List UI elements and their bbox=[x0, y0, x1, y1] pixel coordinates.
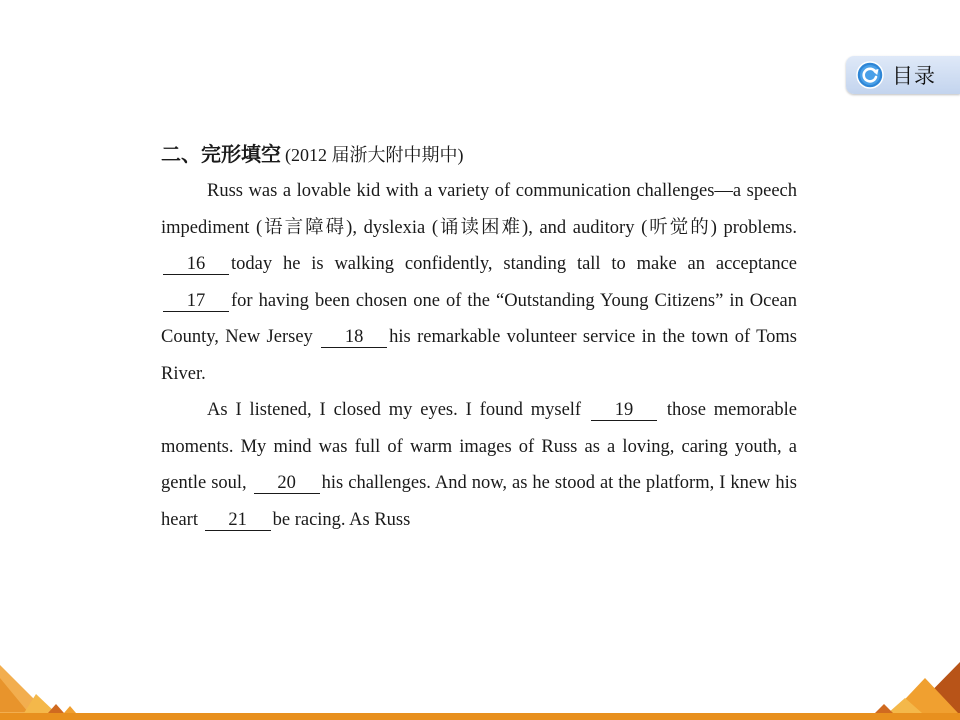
passage-text: those memorable moments. My mind was full of warm images of Russ as a loving, caring youth, a gentle soul, bbox=[161, 400, 798, 493]
passage-text: As I listened, I closed my eyes. I found myself bbox=[207, 400, 582, 420]
blank-20: 20 bbox=[254, 473, 320, 494]
passage-paragraph-1 bbox=[161, 173, 797, 392]
passage-text: today he is walking confidently, standing tall to make an acceptance bbox=[231, 254, 797, 274]
passage-text: his challenges. And now, as he stood at the platform, I knew his heart bbox=[161, 473, 797, 530]
left-corner-shape bbox=[64, 706, 76, 713]
refresh-icon bbox=[856, 61, 884, 89]
bottom-decoration bbox=[0, 660, 960, 720]
toc-button[interactable] bbox=[846, 56, 960, 94]
passage-text: his remarkable volunteer service in the town of Toms River. bbox=[161, 327, 798, 384]
bottom-stripe bbox=[0, 713, 960, 720]
blank-19: 19 bbox=[591, 400, 657, 421]
blank-18: 18 bbox=[321, 327, 387, 348]
section-heading bbox=[161, 136, 797, 173]
passage-text: for having been chosen one of the “Outstanding Young Citizens” in Ocean County, New Jersey bbox=[161, 290, 797, 347]
right-corner-shape bbox=[875, 704, 893, 713]
exercise-content bbox=[161, 136, 797, 538]
blank-17: 17 bbox=[163, 291, 229, 312]
section-source: (2012 届浙大附中期中) bbox=[285, 145, 464, 165]
passage-paragraph-2 bbox=[161, 392, 797, 538]
blank-16: 16 bbox=[163, 254, 229, 275]
toc-label: 目录 bbox=[892, 64, 936, 88]
blank-21: 21 bbox=[205, 510, 271, 531]
passage-text: be racing. As Russ bbox=[272, 509, 411, 530]
passage-text: Russ was a lovable kid with a variety of communication challenges—a speech impediment (语言障碍), dyslexia (诵读困难), and auditory (听觉的) problems. bbox=[161, 181, 797, 238]
section-title: 二、完形填空 bbox=[161, 142, 281, 166]
